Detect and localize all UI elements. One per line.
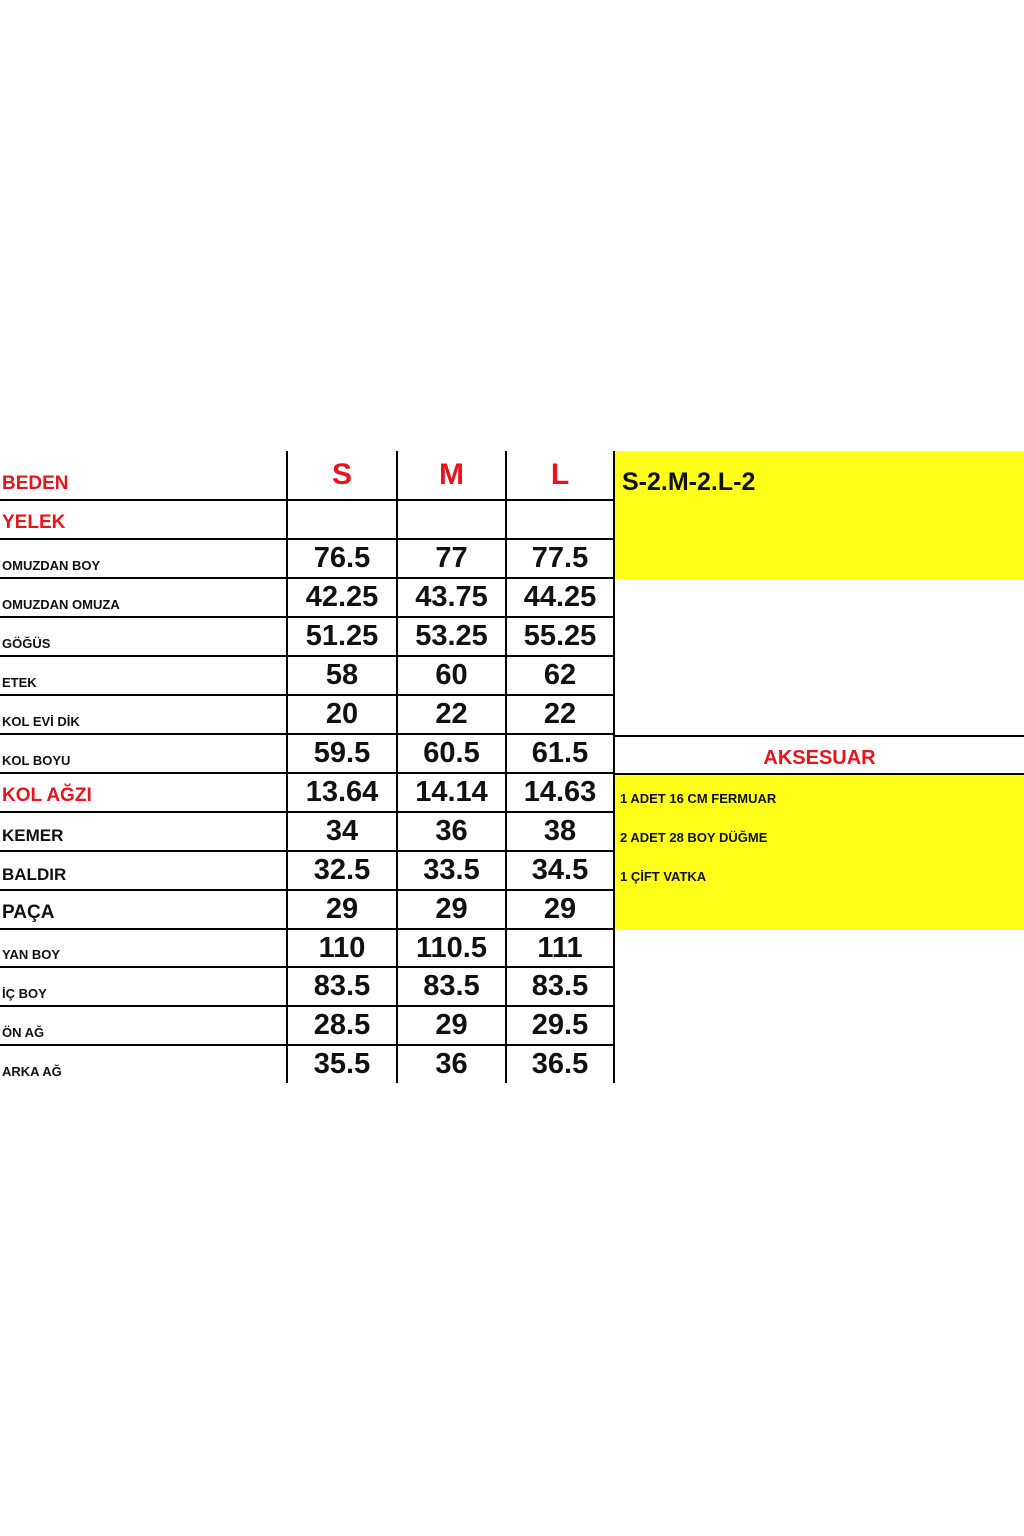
measurement-cell: 28.5: [286, 1007, 396, 1046]
row-label: BALDIR: [0, 852, 286, 891]
row-label: İÇ BOY: [0, 968, 286, 1007]
measurement-cell: 14.63: [505, 774, 615, 813]
measurement-cell: 32.5: [286, 852, 396, 891]
measurement-cell: 77.5: [505, 540, 615, 579]
measurement-cell: 83.5: [286, 968, 396, 1007]
measurement-cell: 20: [286, 696, 396, 735]
accessories-top-divider: [615, 735, 1024, 737]
header-label: BEDEN: [0, 451, 286, 501]
measurement-cell: 22: [396, 696, 505, 735]
measurement-cell: 51.25: [286, 618, 396, 657]
size-header-l: L: [505, 451, 615, 501]
measurement-cell: 36.5: [505, 1046, 615, 1083]
measurement-cell: 62: [505, 657, 615, 696]
measurement-cell: 111: [505, 930, 615, 968]
row-label: KOL BOYU: [0, 735, 286, 774]
row-label: YAN BOY: [0, 930, 286, 968]
row-label: KOL AĞZI: [0, 774, 286, 813]
measurement-cell: 43.75: [396, 579, 505, 618]
size-header-s: S: [286, 451, 396, 501]
measurement-cell: 58: [286, 657, 396, 696]
measurement-cell: 77: [396, 540, 505, 579]
measurement-cell: 53.25: [396, 618, 505, 657]
measurement-cell: 22: [505, 696, 615, 735]
empty-cell: [505, 501, 615, 540]
size-code: S-2.M-2.L-2: [622, 468, 756, 496]
measurement-cell: 14.14: [396, 774, 505, 813]
measurement-cell: 29: [286, 891, 396, 930]
measurement-cell: 60: [396, 657, 505, 696]
measurement-cell: 44.25: [505, 579, 615, 618]
section-label: YELEK: [0, 501, 286, 540]
accessory-item: 2 ADET 28 BOY DÜĞME: [620, 830, 768, 845]
measurement-cell: 34: [286, 813, 396, 852]
row-label: PAÇA: [0, 891, 286, 930]
measurement-cell: 35.5: [286, 1046, 396, 1083]
measurement-cell: 29: [396, 1007, 505, 1046]
accessory-item: 1 ÇİFT VATKA: [620, 869, 707, 884]
measurement-cell: 60.5: [396, 735, 505, 774]
accessory-item: 1 ADET 16 CM FERMUAR: [620, 791, 777, 806]
row-label: KEMER: [0, 813, 286, 852]
row-label: OMUZDAN BOY: [0, 540, 286, 579]
measurement-cell: 33.5: [396, 852, 505, 891]
accessories-title: AKSESUAR: [763, 747, 876, 769]
measurement-cell: 36: [396, 813, 505, 852]
measurement-cell: 83.5: [396, 968, 505, 1007]
row-label: ÖN AĞ: [0, 1007, 286, 1046]
size-header-m: M: [396, 451, 505, 501]
row-label: ARKA AĞ: [2, 1064, 62, 1079]
measurement-cell: 34.5: [505, 852, 615, 891]
measurement-cell: 36: [396, 1046, 505, 1083]
empty-cell: [396, 501, 505, 540]
row-label: OMUZDAN OMUZA: [0, 579, 286, 618]
empty-cell: [286, 501, 396, 540]
row-label: KOL EVİ DİK: [0, 696, 286, 735]
measurement-cell: 29: [505, 891, 615, 930]
measurement-cell: 38: [505, 813, 615, 852]
accessories-divider: [615, 773, 1024, 775]
size-chart: [0, 451, 1024, 1083]
measurement-cell: 29: [396, 891, 505, 930]
row-label: ETEK: [0, 657, 286, 696]
measurement-cell: 59.5: [286, 735, 396, 774]
measurement-cell: 13.64: [286, 774, 396, 813]
measurement-cell: 61.5: [505, 735, 615, 774]
measurement-cell: 42.25: [286, 579, 396, 618]
measurement-cell: 76.5: [286, 540, 396, 579]
measurement-cell: 29.5: [505, 1007, 615, 1046]
measurement-cell: 83.5: [505, 968, 615, 1007]
measurement-cell: 110: [286, 930, 396, 968]
measurement-cell: 55.25: [505, 618, 615, 657]
measurement-cell: 110.5: [396, 930, 505, 968]
row-label: GÖĞÜS: [0, 618, 286, 657]
